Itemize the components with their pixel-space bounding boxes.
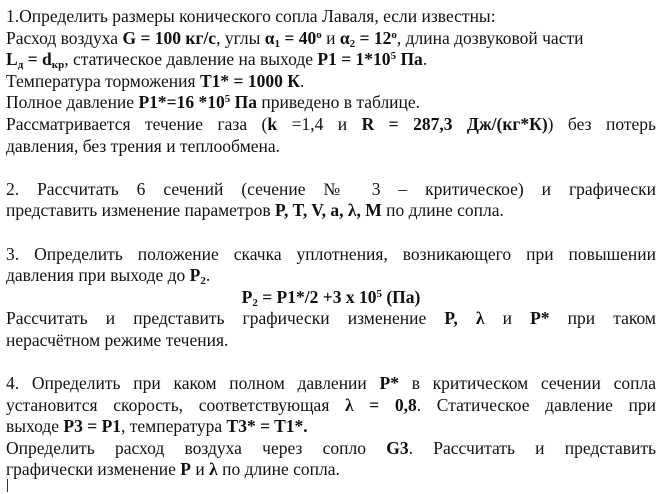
task3-line1: 3. Определить положение скачка уплотнения, возникающего при повышении [6,243,656,264]
text-cursor [7,479,8,492]
task3-line4: Рассчитать и представить графически изменение P, λ и P* при таком [6,308,656,329]
task1-line1: 1.Определить размеры конического сопла Лаваля, если известны: [6,6,496,26]
task1-line5: Полное давление P1*=16 $*10^5$ Па приведено в таблице. [6,92,421,113]
task3-line2: давления при выходе до $P_2$. [6,265,211,288]
paragraph-gap [6,222,656,244]
task4-line5: графически изменение P и λ по длине сопла. [6,459,340,480]
task4-line2: установится скорость, соответствующая λ = 0,8. Статическое давление при [6,394,656,415]
task3-line5: нерасчётном режиме течения. [6,329,229,350]
task1-line7: давления, без трения и теплообмена. [6,135,281,156]
paragraph-gap [6,157,656,179]
task2-line1: 2. Рассчитать 6 сечений (сечение № 3 – критическое) и графически [6,178,656,199]
task4-line4: Определить расход воздуха через сопло G3. Рассчитать и представить [6,437,657,458]
task4-line1: 4. Определить при каком полном давлении P* в критическом сечении сопла [6,373,656,394]
paragraph-gap [6,352,656,374]
task1-line4: Температура торможения T1* = 1000 К. [6,70,305,91]
task3-formula: $P_2 = P1*/2 +3$ x $10^5$ (Па) [241,286,421,309]
task1-line2: Расход воздуха G = 100 кг/с, углы $\alpha_1 = 40^o$ и $\alpha_2 = 12^o$, длина дозвуковой части [6,27,584,50]
task1-line3: $L_д = d_{кр}$, статическое давление на выходе $P1 = 1*10^5$ Па. [6,49,428,72]
task2-line2: представить изменение параметров P, T, V, a, λ, M по длине сопла. [6,200,504,221]
task1-line6: Рассматривается течение газа (k =1,4 и R = 287,3 Дж/(кг*К)) без потерь [6,113,656,134]
task4-line3: выходе P3 = P1, температура T3* = T1*. [6,416,308,437]
